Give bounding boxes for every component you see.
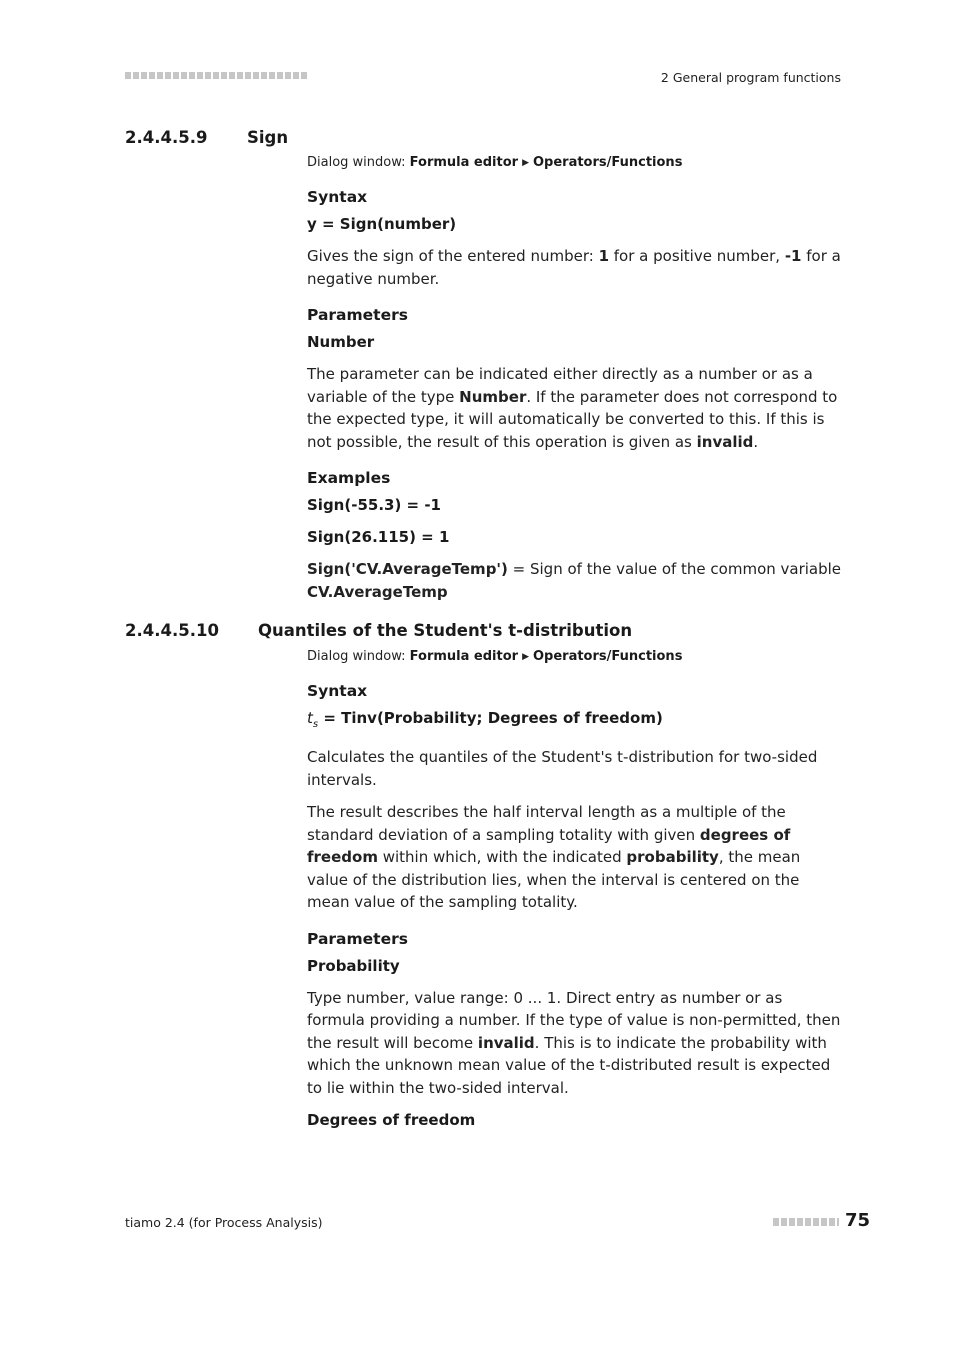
- example-3: Sign('CV.AverageTemp') = Sign of the value of the common variable CV.AverageTemp: [307, 560, 842, 601]
- footer-decoration-dots: [773, 1218, 839, 1226]
- parameter-description: The parameter can be indicated either directly as a number or as a variable of the type Number. If the parameter does not correspond to the expected type, it will automatically be converted to this. If this is not possible, the result of this operation is given as invalid.: [307, 365, 838, 451]
- section-title: Quantiles of the Student's t-distribution: [258, 621, 633, 640]
- section-title: Sign: [247, 128, 289, 147]
- parameters-heading: Parameters: [307, 306, 408, 324]
- example-1: Sign(-55.3) = -1: [307, 496, 441, 514]
- triangle-right-icon: ▶: [522, 652, 529, 662]
- section-heading-sign: [125, 128, 288, 147]
- example-2: Sign(26.115) = 1: [307, 528, 450, 546]
- dialog-window-path: Dialog window: Formula editor ▶ Operators/Functions: [307, 649, 683, 664]
- section-number: 2.4.4.5.10: [125, 621, 219, 640]
- examples-heading: Examples: [307, 469, 391, 487]
- triangle-right-icon: ▶: [522, 158, 529, 168]
- sign-description: Gives the sign of the entered number: 1 for a positive number, -1 for a negative number.: [307, 247, 841, 288]
- parameters-heading: Parameters: [307, 929, 408, 948]
- page-number: 75: [845, 1210, 871, 1231]
- syntax-code: y = Sign(number): [307, 215, 457, 233]
- parameter-probability-name: Probability: [307, 956, 400, 975]
- syntax-heading: Syntax: [307, 682, 368, 700]
- footer-product-name: tiamo 2.4 (for Process Analysis): [125, 1215, 323, 1230]
- header-section-title: 2 General program functions: [660, 70, 841, 85]
- tinv-section-body: [307, 648, 843, 1131]
- parameter-name: Number: [307, 333, 375, 351]
- sign-section-body: [307, 154, 843, 603]
- section-number: 2.4.4.5.9: [125, 128, 208, 147]
- header-decoration-dots: [125, 72, 307, 79]
- tinv-description: Calculates the quantiles of the Student's t-distribution for two-sided intervals.: [307, 748, 818, 789]
- tinv-result-description: The result describes the half interval length as a multiple of the standard deviation of a sampling totality with given degrees of freedom within which, with the indicated probability, the mean value of the distribution lies, when the interval is centered on the mean value of the sampling totality.: [307, 803, 801, 911]
- section-heading-tinv: [125, 621, 632, 640]
- syntax-code: $t_s$ = Tinv(Probability; Degrees of freedom): [307, 709, 663, 730]
- dialog-window-path: Dialog window: Formula editor ▶ Operators/Functions: [307, 155, 683, 170]
- parameter-degrees-of-freedom-name: Degrees of freedom: [307, 1111, 476, 1129]
- syntax-heading: Syntax: [307, 188, 368, 206]
- parameter-probability-description: Type number, value range: 0 ... 1. Direct entry as number or as formula providing a number. If the type of value is non-permitted, then the result will become invalid. This is to indicate the probability with which the unknown mean value of the t-distributed result is expected to lie within the two-sided interval.: [307, 988, 841, 1097]
